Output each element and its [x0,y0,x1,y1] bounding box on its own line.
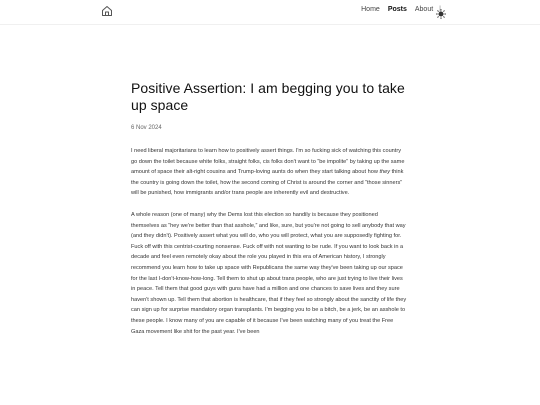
nav-link-posts[interactable]: Posts [387,6,407,13]
paragraph-1 [131,146,407,199]
nav-separator: | [439,6,441,13]
paragraph-1-text-a: I need liberal majoritarians to learn how to positively assert things. I'm so fucking sick of watching this country go down the toilet because white folks, straight folks, cis folks don't want to “be impolite” by taking up the same amount of space their alt-right cousins and Trump-loving aunts do when they start talking about how [131,148,405,176]
post-content [131,80,407,348]
sun-icon[interactable] [436,6,446,16]
paragraph-1-text-b: think the country is going down the toilet, how the second coming of Christ is around the corner and “those sinners” will be punished, how immigrants and/or trans people are inherently evil and destructive. [131,169,404,197]
post-title: Positive Assertion: I am begging you to take up space [131,80,405,113]
top-navbar [0,0,540,25]
paragraph-1-emphasis: they [379,169,391,176]
paragraph-2: A whole reason (one of many) why the Dems lost this election so handily is because they positioned themselves as “hey we're better than that asshole,” and like, sure, but you're not going to sell anybody that way (and they didn't). Positively assert what you will do, who you will protect, what you are supposedly fighting for. Fuck off with this centrist-courting nonsense. Fuck off with not wanting to be rude. If you want to look back in a decade and feel even remotely okay about the role you played in this era of American history, I strongly recommend you learn how to take up space with Republicans the same way they've been taking up our space for the last I-don't-know-how-long. Tell them to shut up about trans people, who are just trying to live their lives in peace. Tell them that good guys with guns have had a million and one chances to save lives and they sure haven't shown up. Tell them that abortion is healthcare, that if they feel so strongly about the sanctity of life they can sign up for surprise mandatory organ transplants. I'm begging you to be a bitch, be a jerk, be an asshole to these people. I know many of you are capable of it because I've been watching many of you treat the Free Gaza movement like shit for the past year. I've been [131,211,407,335]
home-icon[interactable] [101,5,113,17]
post-body [131,146,407,337]
post-date: 6 Nov 2024 [131,125,162,131]
nav-link-about[interactable]: About [414,6,434,13]
nav-link-home[interactable]: Home [361,6,380,13]
nav-menu [353,6,446,13]
